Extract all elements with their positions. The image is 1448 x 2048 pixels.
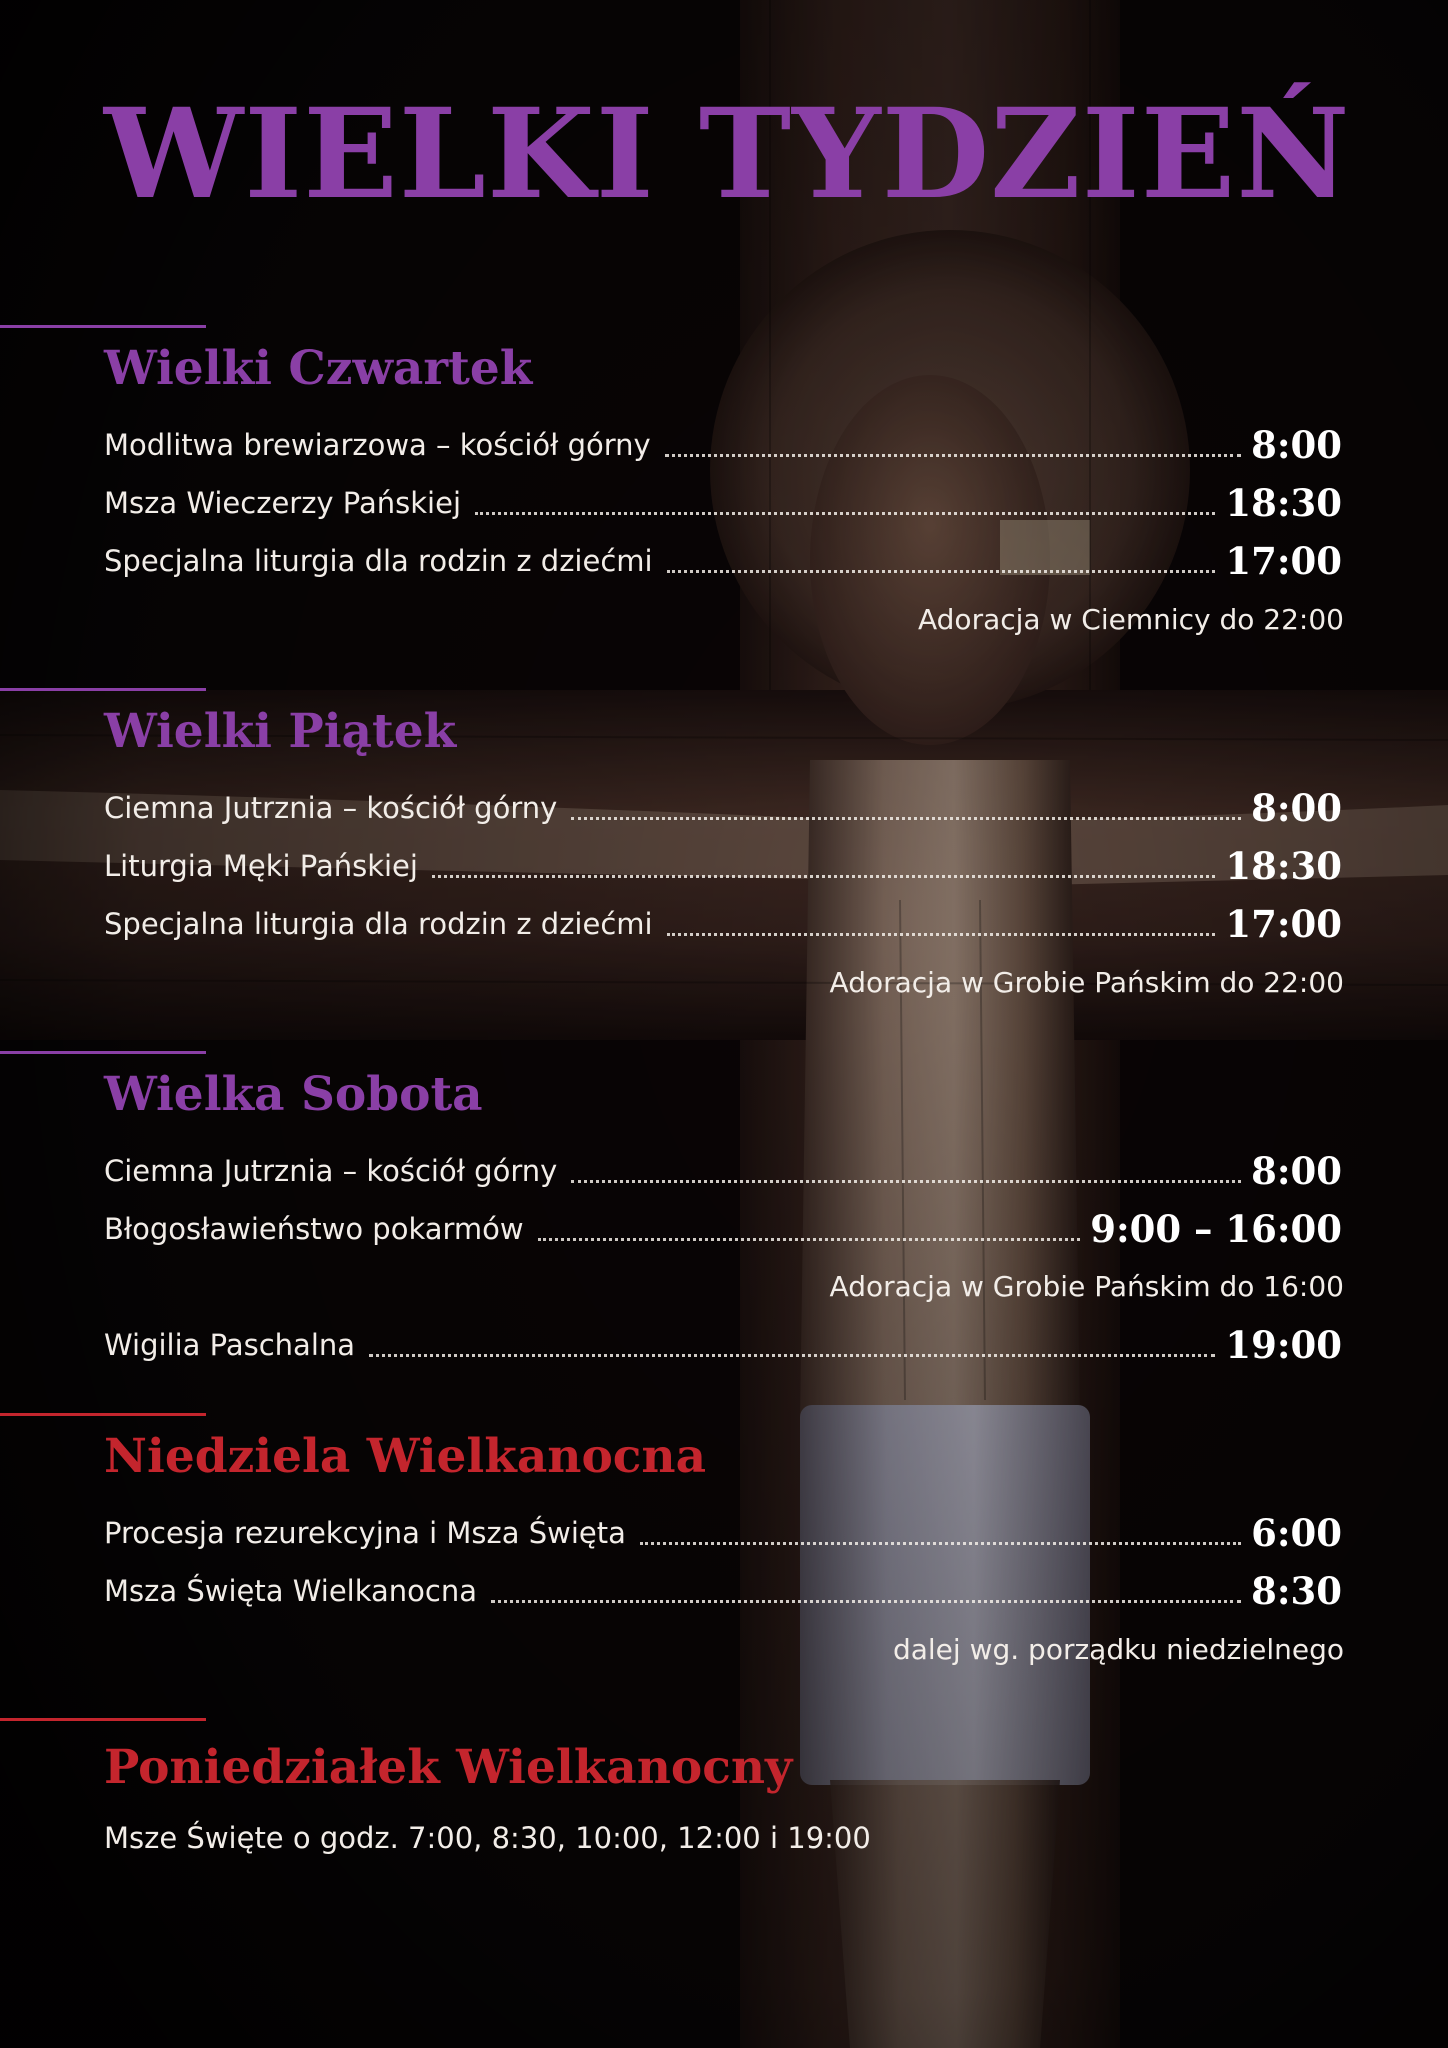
section-niedziela-wielkanocna [0,1413,1448,1683]
event-time: 8:00 [1251,1149,1342,1193]
event-label: Specjalna liturgia dla rodzin z dziećmi [104,544,653,578]
schedule-note: Adoracja w Grobie Pańskim do 22:00 [829,966,1344,999]
schedule-row [104,1563,1342,1615]
dot-leader [640,1542,1241,1545]
dot-leader [667,570,1216,573]
section-divider [0,688,206,691]
event-label: Liturgia Męki Pańskiej [104,849,418,883]
section-divider [0,1413,206,1416]
dot-leader [475,512,1215,515]
schedule-note: dalej wg. porządku niedzielnego [892,1633,1344,1666]
schedule-row [104,475,1342,527]
event-time: 19:00 [1225,1323,1342,1367]
day-heading: Poniedziałek Wielkanocny [104,1740,793,1795]
day-heading: Niedziela Wielkanocna [104,1429,707,1484]
event-label: Modlitwa brewiarzowa – kościół górny [104,428,651,462]
event-label: Błogosławieństwo pokarmów [104,1212,524,1246]
section-poniedzialek-wielkanocny [0,1718,1448,1868]
event-time: 17:00 [1225,539,1342,583]
schedule-row [104,896,1342,948]
section-wielki-czwartek [0,325,1448,645]
mass-times-text: Msze Święte o godz. 7:00, 8:30, 10:00, 12:00 i 19:00 [104,1821,871,1855]
day-heading: Wielka Sobota [104,1067,483,1122]
event-time: 18:30 [1225,844,1342,888]
schedule-row [104,1143,1342,1195]
event-label: Msza Wieczerzy Pańskiej [104,486,462,520]
dot-leader [571,1180,1241,1183]
section-wielka-sobota [0,1051,1448,1381]
event-time: 17:00 [1225,902,1342,946]
dot-leader [538,1238,1081,1241]
section-divider [0,325,206,328]
event-time: 9:00 – 16:00 [1090,1207,1342,1251]
event-label: Ciemna Jutrznia – kościół górny [104,1154,558,1188]
schedule-row [104,1505,1342,1557]
section-divider [0,1051,206,1054]
event-label: Msza Święta Wielkanocna [104,1574,477,1608]
event-time: 8:00 [1251,786,1342,830]
event-label: Procesja rezurekcyjna i Msza Święta [104,1516,626,1550]
event-time: 8:30 [1251,1569,1342,1613]
event-time: 18:30 [1225,481,1342,525]
dot-leader [491,1600,1241,1603]
event-label: Ciemna Jutrznia – kościół górny [104,791,558,825]
section-wielki-piatek [0,688,1448,1008]
schedule-row [104,1201,1342,1253]
schedule-row [104,533,1342,585]
dot-leader [571,817,1241,820]
dot-leader [667,933,1216,936]
schedule-row [104,417,1342,469]
schedule-row [104,838,1342,890]
event-label: Specjalna liturgia dla rodzin z dziećmi [104,907,653,941]
dot-leader [665,454,1241,457]
day-heading: Wielki Piątek [104,704,457,759]
dot-leader [369,1354,1215,1357]
event-time: 6:00 [1251,1511,1342,1555]
day-heading: Wielki Czwartek [104,341,533,396]
schedule-note: Adoracja w Ciemnicy do 22:00 [918,603,1344,636]
schedule-row [104,1317,1342,1369]
dot-leader [432,875,1215,878]
event-time: 8:00 [1251,423,1342,467]
event-label: Wigilia Paschalna [104,1328,356,1362]
poster-title: WIELKI TYDZIEŃ [104,82,1351,227]
section-divider [0,1718,206,1721]
schedule-note: Adoracja w Grobie Pańskim do 16:00 [829,1270,1344,1303]
schedule-row [104,780,1342,832]
